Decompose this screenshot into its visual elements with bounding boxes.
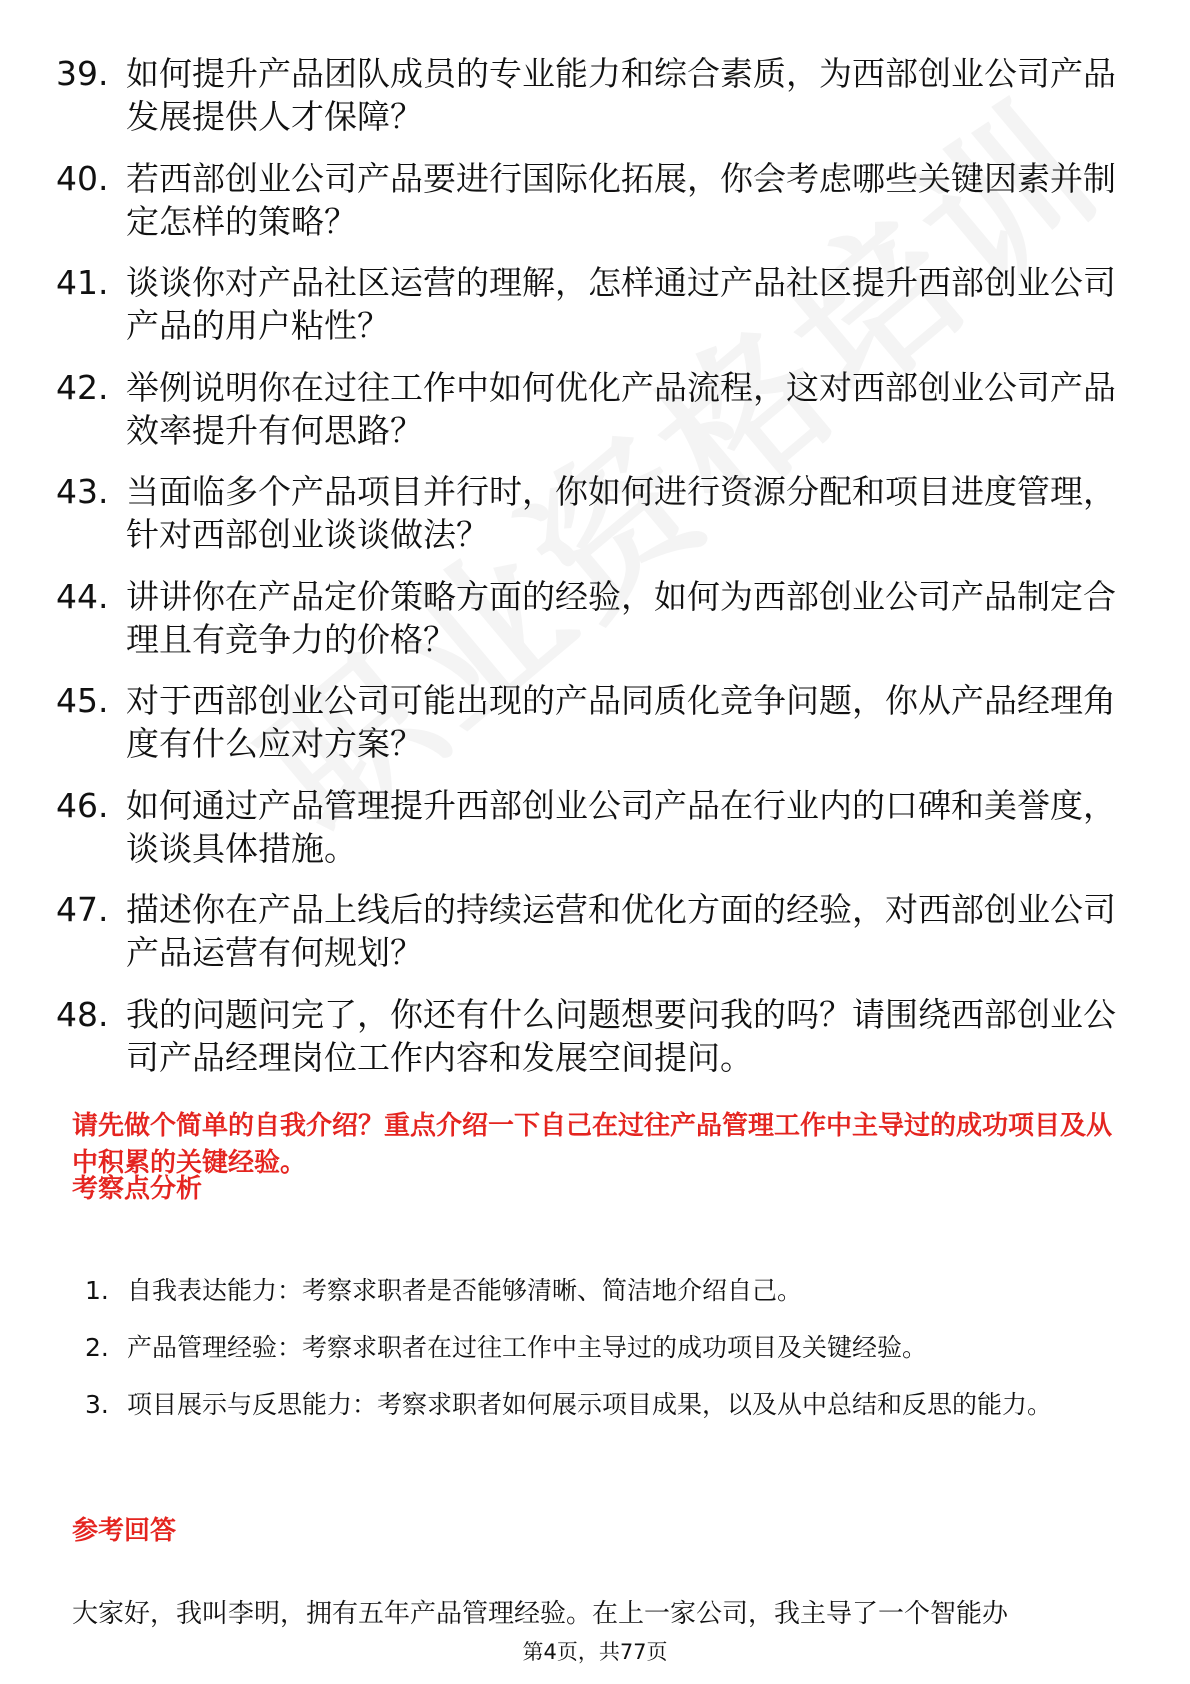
analysis-text: 自我表达能力：考察求职者是否能够清晰、简洁地介绍自己。: [127, 1276, 803, 1305]
question-item: [56, 157, 1136, 243]
question-item: [56, 888, 1136, 974]
question-number: 40.: [56, 158, 109, 198]
analysis-item: [85, 1262, 1135, 1319]
analysis-heading: 考察点分析: [72, 1174, 203, 1204]
question-number: 44.: [56, 576, 109, 616]
question-item: [56, 470, 1136, 556]
question-number: 48.: [56, 994, 109, 1034]
question-number: 46.: [56, 785, 109, 825]
question-text: 举例说明你在过往工作中如何优化产品流程，这对西部创业公司产品效率提升有何思路？: [126, 367, 1116, 450]
question-item: [56, 679, 1136, 765]
question-text: 描述你在产品上线后的持续运营和优化方面的经验，对西部创业公司产品运营有何规划？: [126, 890, 1116, 972]
reference-answer-paragraph: 大家好，我叫李明，拥有五年产品管理经验。在上一家公司，我主导了一个智能办: [72, 1599, 1009, 1629]
featured-question-heading: 请先做个简单的自我介绍？重点介绍一下自己在过往产品管理工作中主导过的成功项目及从中积累的关键经验。: [72, 1111, 1113, 1178]
question-item: [56, 52, 1136, 138]
question-number: 41.: [56, 263, 109, 302]
question-text: 对于西部创业公司可能出现的产品同质化竞争问题，你从产品经理角度有什么应对方案？: [126, 681, 1116, 763]
page-number: 第4页，共77页: [522, 1640, 668, 1664]
question-text: 谈谈你对产品社区运营的理解，怎样通过产品社区提升西部创业公司产品的用户粘性？: [126, 263, 1116, 345]
analysis-list: [85, 1262, 1135, 1433]
analysis-text: 产品管理经验：考察求职者在过往工作中主导过的成功项目及关键经验。: [127, 1333, 928, 1362]
analysis-item: [85, 1319, 1135, 1376]
analysis-item: [85, 1376, 1135, 1433]
question-item: [56, 993, 1136, 1079]
question-item: [56, 784, 1136, 870]
question-text: 当面临多个产品项目并行时，你如何进行资源分配和项目进度管理，针对西部创业谈谈做法？: [126, 472, 1116, 554]
question-item: [56, 261, 1136, 347]
analysis-number: 3.: [85, 1390, 109, 1419]
question-item: [56, 366, 1136, 452]
question-text: 我的问题问完了，你还有什么问题想要问我的吗？请围绕西部创业公司产品经理岗位工作内容和发展空间提问。: [126, 994, 1116, 1077]
question-text: 若西部创业公司产品要进行国际化拓展，你会考虑哪些关键因素并制定怎样的策略？: [126, 158, 1116, 241]
analysis-number: 2.: [85, 1333, 109, 1362]
question-text: 如何通过产品管理提升西部创业公司产品在行业内的口碑和美誉度，谈谈具体措施。: [126, 785, 1116, 868]
question-item: [56, 575, 1136, 661]
reference-answer-heading: 参考回答: [72, 1516, 177, 1546]
question-text: 如何提升产品团队成员的专业能力和综合素质，为西部创业公司产品发展提供人才保障？: [126, 54, 1116, 136]
analysis-text: 项目展示与反思能力：考察求职者如何展示项目成果，以及从中总结和反思的能力。: [127, 1390, 1053, 1419]
question-number: 45.: [56, 681, 109, 720]
question-number: 42.: [56, 367, 109, 407]
question-number: 39.: [56, 54, 109, 93]
question-text: 讲讲你在产品定价策略方面的经验，如何为西部创业公司产品制定合理且有竞争力的价格？: [126, 576, 1116, 659]
analysis-number: 1.: [85, 1276, 109, 1305]
question-list: [56, 52, 1136, 1097]
question-number: 47.: [56, 890, 109, 929]
question-number: 43.: [56, 472, 109, 511]
